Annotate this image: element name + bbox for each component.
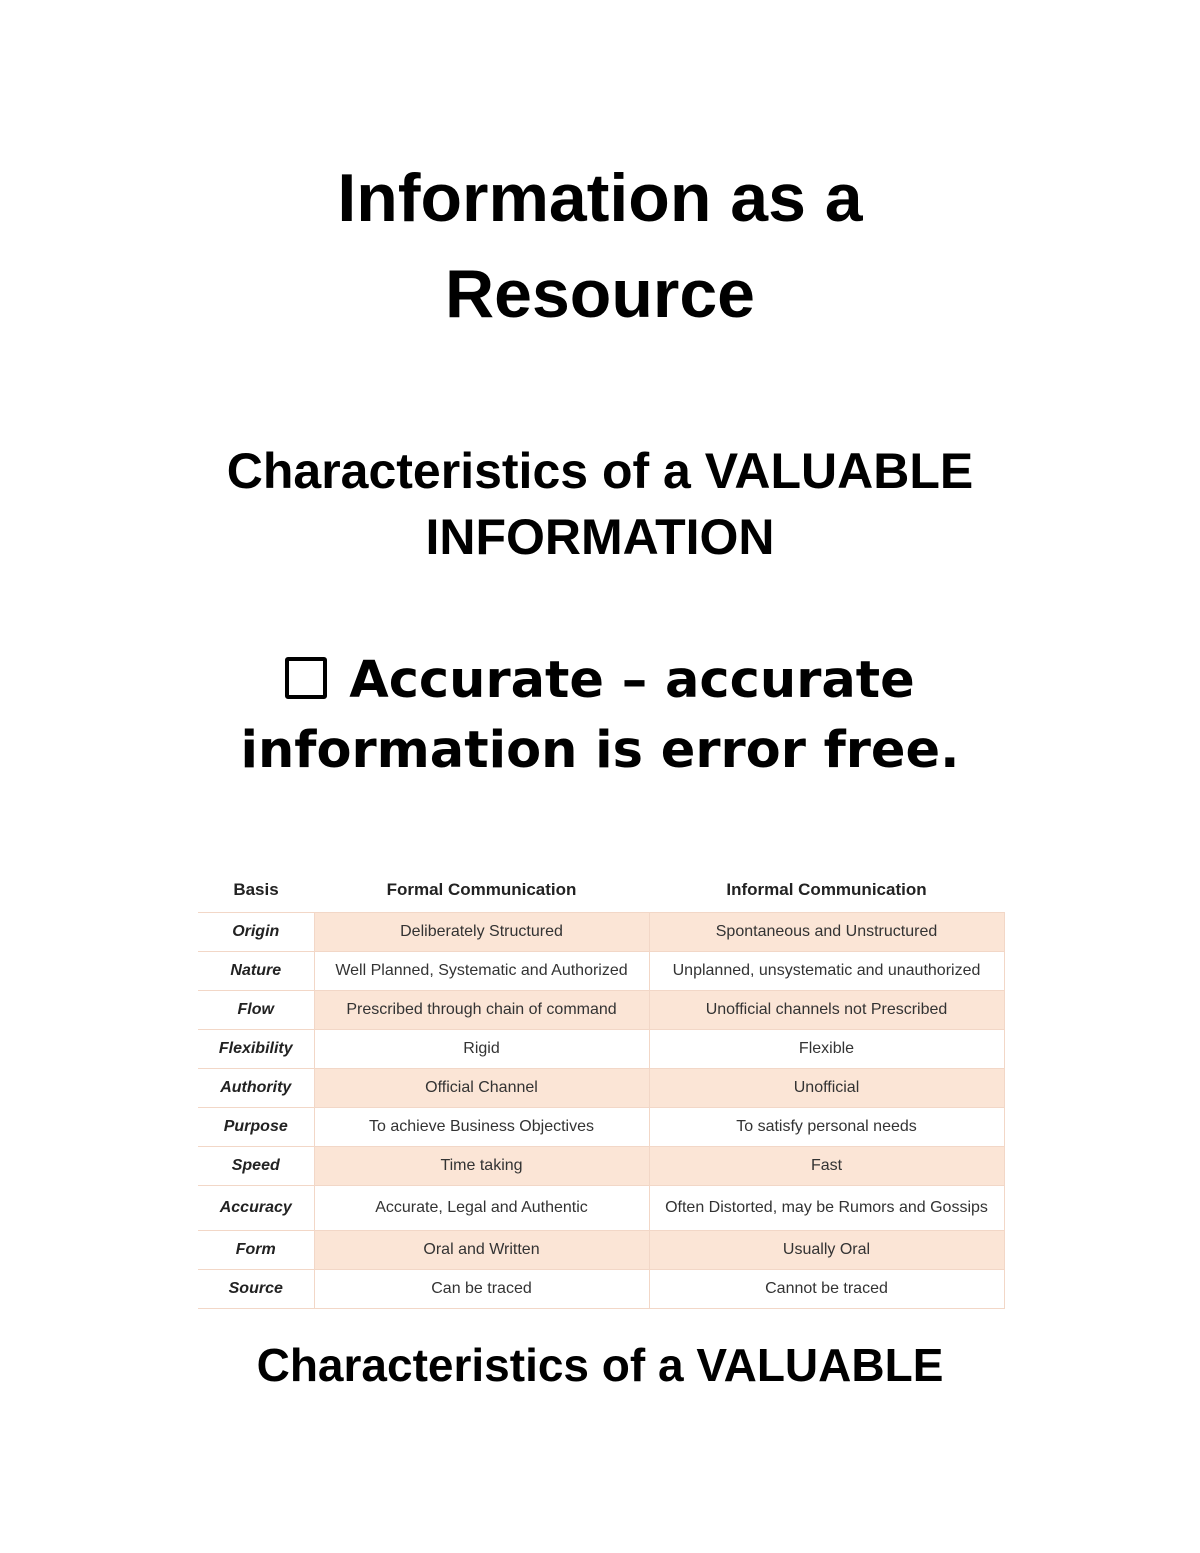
header-formal: Formal Communication <box>386 880 577 899</box>
row-informal: Flexible <box>649 1030 1004 1069</box>
row-informal: Cannot be traced <box>649 1270 1004 1309</box>
row-informal: To satisfy personal needs <box>649 1108 1004 1147</box>
row-informal: Unplanned, unsystematic and unauthorized <box>649 952 1004 991</box>
header-basis: Basis <box>233 880 279 899</box>
table-row <box>198 1231 1004 1270</box>
row-basis: Speed <box>198 1147 314 1186</box>
table-row <box>198 913 1004 952</box>
table-row <box>198 1030 1004 1069</box>
table-row <box>198 1069 1004 1108</box>
row-basis: Form <box>198 1231 314 1270</box>
row-basis: Authority <box>198 1069 314 1108</box>
row-formal: To achieve Business Objectives <box>314 1108 649 1147</box>
title-line-1: Information as a <box>337 160 863 236</box>
row-informal: Usually Oral <box>649 1231 1004 1270</box>
table-row <box>198 1108 1004 1147</box>
row-informal: Spontaneous and Unstructured <box>649 913 1004 952</box>
row-formal: Accurate, Legal and Authentic <box>314 1186 649 1231</box>
row-formal: Time taking <box>314 1147 649 1186</box>
row-basis: Flow <box>198 991 314 1030</box>
row-formal: Official Channel <box>314 1069 649 1108</box>
table-row <box>198 991 1004 1030</box>
row-basis: Accuracy <box>198 1186 314 1231</box>
row-formal: Can be traced <box>314 1270 649 1309</box>
row-formal: Rigid <box>314 1030 649 1069</box>
page-title <box>0 150 1200 342</box>
row-basis: Purpose <box>198 1108 314 1147</box>
title-line-2: Resource <box>445 256 755 332</box>
table-row <box>198 1147 1004 1186</box>
bullet-line-2: information is error free. <box>240 721 960 780</box>
section-heading <box>0 438 1200 570</box>
section-heading-line-1: Characteristics of a VALUABLE <box>226 443 974 499</box>
comparison-table <box>198 868 1005 1309</box>
row-formal: Prescribed through chain of command <box>314 991 649 1030</box>
footer-heading: Characteristics of a VALUABLE <box>256 1339 944 1391</box>
row-informal: Unofficial channels not Prescribed <box>649 991 1004 1030</box>
checkbox-icon <box>285 657 327 699</box>
table-row <box>198 1270 1004 1309</box>
table-row <box>198 952 1004 991</box>
row-basis: Origin <box>198 913 314 952</box>
row-formal: Well Planned, Systematic and Authorized <box>314 952 649 991</box>
row-basis: Source <box>198 1270 314 1309</box>
row-informal: Often Distorted, may be Rumors and Gossips <box>649 1186 1004 1231</box>
row-formal: Oral and Written <box>314 1231 649 1270</box>
section-heading-line-2: INFORMATION <box>425 509 775 565</box>
comparison-table-image <box>198 868 1004 1309</box>
row-basis: Flexibility <box>198 1030 314 1069</box>
row-informal: Fast <box>649 1147 1004 1186</box>
bullet-line-1: Accurate – accurate <box>349 651 915 710</box>
row-informal: Unofficial <box>649 1069 1004 1108</box>
row-formal: Deliberately Structured <box>314 913 649 952</box>
bullet-accurate <box>0 646 1200 786</box>
header-informal: Informal Communication <box>726 880 927 899</box>
row-basis: Nature <box>198 952 314 991</box>
table-header-row <box>198 868 1004 913</box>
table-row <box>198 1186 1004 1231</box>
